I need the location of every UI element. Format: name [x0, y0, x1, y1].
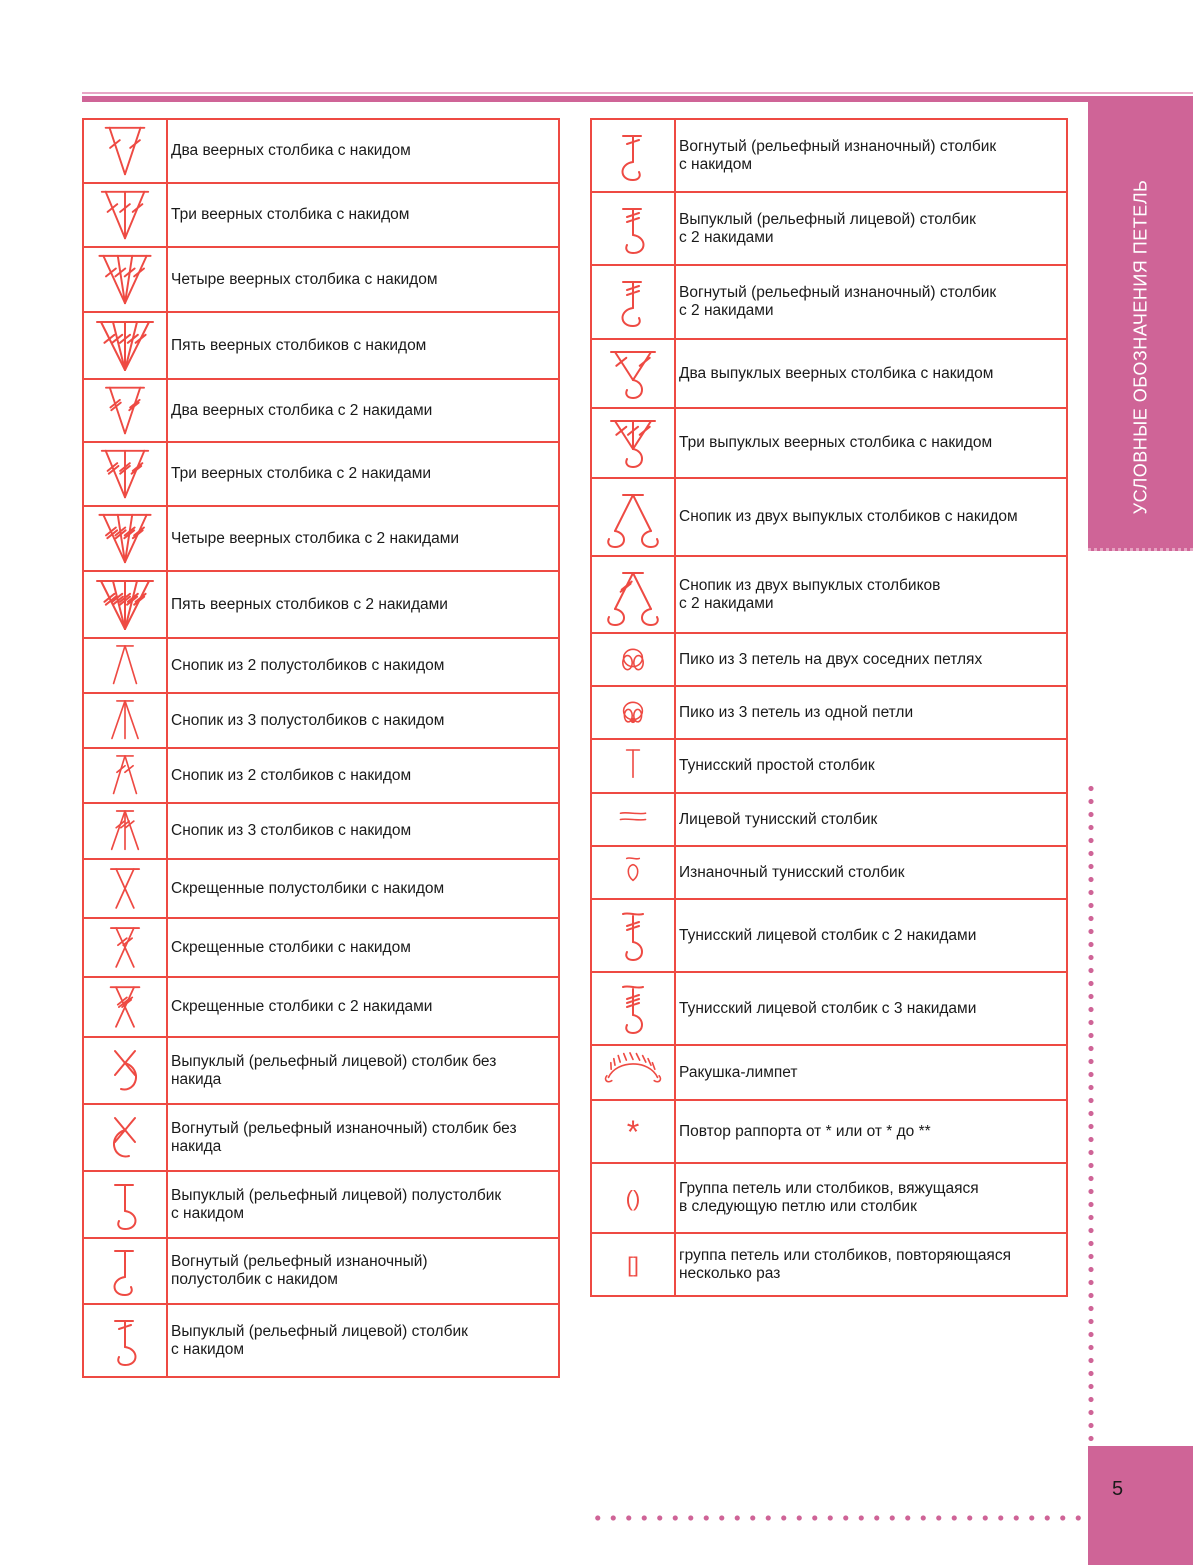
description-cell: [167, 638, 559, 693]
four-fan-dc-icon: [85, 250, 165, 309]
description-cell: [675, 1163, 1067, 1233]
legend-row: [83, 442, 559, 506]
description-cell: [675, 1045, 1067, 1100]
symbol-cell: [591, 265, 675, 339]
legend-row: [591, 846, 1067, 899]
symbol-cell: [83, 571, 167, 638]
hdc2tog-icon: [85, 641, 165, 690]
description-text: Снопик из 3 столбиков с накидом: [171, 822, 412, 839]
symbol-cell: [591, 1163, 675, 1233]
description-text: Лицевой тунисский столбик: [679, 810, 878, 828]
crossed-dc-icon: [85, 921, 165, 974]
symbol-cell: [591, 1100, 675, 1163]
legend-row: [83, 748, 559, 803]
description-text: Два веерных столбика с накидом: [171, 142, 411, 159]
dc3tog-icon: [85, 806, 165, 856]
legend-row: [83, 693, 559, 748]
description-text: Два веерных столбика с 2 накидами: [171, 401, 433, 419]
legend-row: [591, 339, 1067, 408]
tps-icon: [593, 849, 673, 896]
legend-row: [83, 977, 559, 1037]
description-cell: [675, 339, 1067, 408]
legend-row: [83, 638, 559, 693]
symbol-cell: [83, 183, 167, 247]
three-fan-tr-icon: [85, 445, 165, 503]
legend-row: [83, 1238, 559, 1304]
description-cell: [167, 693, 559, 748]
symbol-cell: [83, 748, 167, 803]
description-cell: [675, 408, 1067, 478]
description-cell: [675, 478, 1067, 556]
legend-row: [591, 556, 1067, 633]
description-cell: [675, 793, 1067, 846]
description-cell: [167, 571, 559, 638]
legend-row: [83, 859, 559, 918]
legend-row: [591, 192, 1067, 265]
page-number-tab: [1088, 1446, 1193, 1565]
legend-row: [83, 312, 559, 379]
description-cell: [167, 977, 559, 1037]
symbol-cell: [83, 977, 167, 1037]
description-text: Изнаночный тунисский столбик: [679, 863, 905, 881]
symbol-cell: [591, 339, 675, 408]
picot-two-icon: [593, 636, 673, 683]
crossed-tr-icon: [85, 980, 165, 1034]
description-cell: [167, 1104, 559, 1171]
symbol-cell: [591, 1233, 675, 1296]
description-text: Скрещенные столбики с 2 накидами: [171, 998, 433, 1015]
description-text: Снопик из двух выпуклых столбиков с накидом: [679, 508, 1018, 525]
description-cell: [167, 506, 559, 571]
symbol-cell: [591, 408, 675, 478]
crossed-hdc-icon: [85, 862, 165, 915]
top-rule: [82, 92, 1193, 102]
symbol-cell: [83, 312, 167, 379]
symbol-cell: [591, 556, 675, 633]
left-legend-table: [82, 118, 560, 1378]
symbol-cell: [591, 846, 675, 899]
symbol-cell: [83, 119, 167, 183]
description-text: Повтор раппорта от * или от * до **: [679, 1122, 931, 1140]
legend-row: [591, 1100, 1067, 1163]
parentheses-icon: [593, 1168, 673, 1228]
bpsc-icon: [85, 1108, 165, 1168]
legend-row: [591, 686, 1067, 739]
symbol-cell: [591, 739, 675, 793]
legend-row: [83, 1104, 559, 1171]
legend-row: [83, 379, 559, 442]
page-number: 5: [1112, 1478, 1124, 1500]
description-text: Четыре веерных столбика с накидом: [171, 270, 438, 288]
description-text: Тунисский простой столбик: [679, 757, 875, 774]
symbol-cell: [83, 247, 167, 312]
bptr-icon: [593, 272, 673, 332]
description-text: Скрещенные столбики с накидом: [171, 938, 411, 956]
four-fan-tr-icon: [85, 509, 165, 568]
asterisk-icon: [593, 1103, 673, 1160]
legend-row: [591, 899, 1067, 972]
legend-row: [83, 247, 559, 312]
description-cell: [167, 1238, 559, 1304]
symbol-cell: [83, 1104, 167, 1171]
legend-row: [591, 739, 1067, 793]
description-text: Вогнутый (рельефный изнаночный) полустолбик с накидом: [171, 1253, 428, 1288]
description-text: Тунисский лицевой столбик с 2 накидами: [679, 926, 977, 944]
dotted-horizontal-divider: [590, 1513, 1085, 1523]
description-cell: [167, 183, 559, 247]
legend-row: [591, 478, 1067, 556]
fphdc-icon: [85, 1175, 165, 1235]
three-fan-dc-icon: [85, 186, 165, 244]
description-cell: [675, 972, 1067, 1045]
legend-row: [83, 571, 559, 638]
legend-row: [591, 265, 1067, 339]
description-text: Вогнутый (рельефный изнаночный) столбик без накида: [171, 1119, 517, 1155]
hdc3tog-icon: [85, 696, 165, 745]
symbol-cell: [591, 192, 675, 265]
description-cell: [167, 312, 559, 379]
symbol-cell: [591, 899, 675, 972]
symbol-cell: [83, 859, 167, 918]
description-cell: [167, 247, 559, 312]
description-cell: [167, 1171, 559, 1238]
description-text: Снопик из 2 столбиков с накидом: [171, 766, 412, 784]
legend-row: [591, 1233, 1067, 1296]
description-cell: [675, 119, 1067, 192]
description-text: Снопик из 2 полустолбиков с накидом: [171, 656, 445, 674]
description-cell: [675, 686, 1067, 739]
five-fan-tr-icon: [85, 575, 165, 635]
description-cell: [167, 803, 559, 859]
symbol-cell: [83, 442, 167, 506]
two-fp-fan-icon: [593, 344, 673, 404]
symbol-cell: [591, 478, 675, 556]
tss-icon: [593, 742, 673, 790]
symbol-cell: [83, 506, 167, 571]
symbol-cell: [83, 638, 167, 693]
section-side-tab: [1088, 102, 1193, 551]
legend-row: [591, 1163, 1067, 1233]
limpet-shell-icon: [593, 1048, 673, 1097]
description-text: группа петель или столбиков, повторяющаяся несколько раз: [679, 1246, 1011, 1282]
description-cell: [167, 748, 559, 803]
description-cell: [167, 379, 559, 442]
two-fan-dc-icon: [85, 122, 165, 180]
symbol-cell: [83, 1037, 167, 1104]
symbol-cell: [83, 1171, 167, 1238]
symbol-cell: [83, 918, 167, 977]
legend-row: [591, 972, 1067, 1045]
legend-row: [591, 119, 1067, 192]
fpsc-icon: [85, 1041, 165, 1101]
fptr-icon: [593, 199, 673, 259]
description-text: Выпуклый (рельефный лицевой) полустолбик с накидом: [171, 1186, 502, 1222]
three-fp-fan-icon: [593, 413, 673, 473]
description-text: Ракушка-лимпет: [679, 1063, 798, 1081]
legend-row: [83, 1304, 559, 1377]
description-cell: [675, 265, 1067, 339]
tunisian-dtr-icon: [593, 979, 673, 1039]
dotted-vertical-divider: [1087, 782, 1095, 1442]
description-text: Три веерных столбика с 2 накидами: [171, 465, 432, 482]
description-cell: [167, 1304, 559, 1377]
description-text: Тунисский лицевой столбик с 3 накидами: [679, 999, 977, 1017]
legend-row: [83, 183, 559, 247]
section-title: УСЛОВНЫЕ ОБОЗНАЧЕНИЯ ПЕТЕЛЬ: [1130, 179, 1150, 515]
bpdc-icon: [593, 126, 673, 186]
description-cell: [167, 119, 559, 183]
description-text: Три веерных столбика с накидом: [171, 206, 410, 223]
description-text: Три выпуклых веерных столбика с накидом: [679, 434, 993, 451]
tks-icon: [593, 796, 673, 843]
legend-row: [591, 1045, 1067, 1100]
description-cell: [675, 1100, 1067, 1163]
tunisian-tr-icon: [593, 906, 673, 966]
legend-row: [83, 803, 559, 859]
fpdc2tog-icon: [593, 487, 673, 547]
description-text: Вогнутый (рельефный изнаночный) столбик с 2 накидами: [679, 284, 997, 319]
legend-row: [83, 918, 559, 977]
legend-row: [83, 506, 559, 571]
top-rule-thick: [82, 96, 1193, 102]
svg-text:(): (): [625, 1186, 641, 1211]
description-text: Пико из 3 петель из одной петли: [679, 703, 914, 721]
svg-text:[]: []: [627, 1254, 639, 1278]
fpdc-icon: [85, 1311, 165, 1371]
symbol-cell: [591, 686, 675, 739]
description-cell: [167, 1037, 559, 1104]
description-cell: [167, 918, 559, 977]
description-text: Выпуклый (рельефный лицевой) столбик с накидом: [171, 1322, 468, 1358]
legend-row: [591, 793, 1067, 846]
five-fan-dc-icon: [85, 316, 165, 376]
description-cell: [167, 442, 559, 506]
symbol-cell: [591, 119, 675, 192]
right-legend-table: [590, 118, 1068, 1297]
legend-row: [591, 633, 1067, 686]
symbol-cell: [83, 379, 167, 442]
description-text: Выпуклый (рельефный лицевой) столбик без накида: [171, 1052, 497, 1088]
fptr2tog-icon: [593, 565, 673, 625]
description-text: Снопик из двух выпуклых столбиков с 2 накидами: [679, 576, 941, 612]
svg-text:*: *: [626, 1113, 640, 1150]
description-cell: [675, 633, 1067, 686]
description-text: Четыре веерных столбика с 2 накидами: [171, 529, 460, 547]
symbol-cell: [591, 972, 675, 1045]
description-text: Вогнутый (рельефный изнаночный) столбик с накидом: [679, 137, 997, 173]
brackets-icon: [593, 1236, 673, 1293]
legend-row: [591, 408, 1067, 478]
symbol-cell: [83, 803, 167, 859]
description-cell: [675, 556, 1067, 633]
symbol-cell: [83, 1238, 167, 1304]
legend-row: [83, 1037, 559, 1104]
description-text: Группа петель или столбиков, вяжущаяся в следующую петлю или столбик: [679, 1180, 979, 1215]
description-cell: [675, 1233, 1067, 1296]
legend-row: [83, 119, 559, 183]
picot-one-icon: [593, 689, 673, 736]
dc2tog-icon: [85, 751, 165, 800]
description-cell: [675, 846, 1067, 899]
legend-row: [83, 1171, 559, 1238]
symbol-cell: [591, 793, 675, 846]
description-text: Скрещенные полустолбики с накидом: [171, 879, 445, 897]
symbol-cell: [591, 633, 675, 686]
symbol-cell: [83, 693, 167, 748]
description-text: Пико из 3 петель на двух соседних петлях: [679, 650, 983, 668]
description-cell: [167, 859, 559, 918]
top-rule-thin: [82, 92, 1193, 94]
description-text: Выпуклый (рельефный лицевой) столбик с 2 накидами: [679, 210, 976, 246]
description-text: Снопик из 3 полустолбиков с накидом: [171, 711, 445, 729]
two-fan-tr-icon: [85, 382, 165, 439]
description-cell: [675, 739, 1067, 793]
description-cell: [675, 192, 1067, 265]
symbol-cell: [83, 1304, 167, 1377]
description-text: Пять веерных столбиков с накидом: [171, 336, 427, 354]
symbol-cell: [591, 1045, 675, 1100]
bphdc-icon: [85, 1241, 165, 1301]
description-cell: [675, 899, 1067, 972]
description-text: Два выпуклых веерных столбика с накидом: [679, 364, 994, 382]
description-text: Пять веерных столбиков с 2 накидами: [171, 595, 448, 613]
